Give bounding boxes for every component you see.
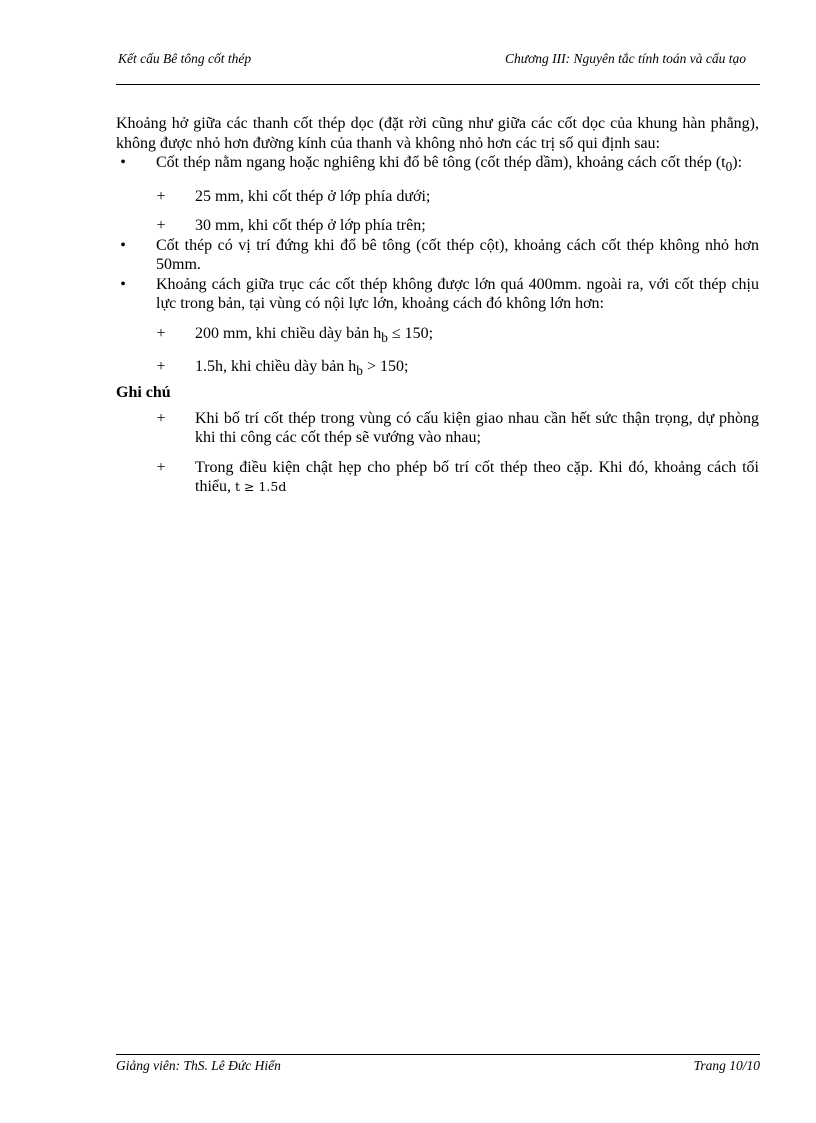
page-header	[116, 51, 760, 71]
sub-item-text: 1.5h, khi chiều dày bản h	[195, 358, 357, 376]
footer-page-number: Trang 10/10	[693, 1058, 760, 1073]
plus-icon: +	[156, 458, 166, 476]
bullet-vertical-rebar	[116, 236, 759, 275]
note-item-text: Trong điều kiện chật hẹp cho phép bố trí cốt thép theo cặp. Khi đó, khoảng cách tối thiểu,	[195, 458, 759, 496]
page-footer	[116, 1058, 760, 1078]
plus-icon: +	[156, 324, 166, 342]
subscript: 0	[725, 159, 733, 175]
sub-item-text: 200 mm, khi chiều dày bản h	[195, 324, 382, 342]
spacing-formula: t ≥ 1.5d	[235, 479, 287, 495]
sub-item-bottom-layer	[116, 187, 759, 207]
note-item-text: Khi bố trí cốt thép trong vùng có cấu kiện giao nhau cần hết sức thận trọng, dự phòng khi thi công các cốt thép sẽ vướng vào nhau;	[195, 409, 759, 447]
plus-icon: +	[156, 217, 166, 235]
plus-icon: +	[156, 187, 166, 205]
sub-item-text-end: > 150;	[362, 358, 409, 376]
page-content	[116, 114, 759, 497]
subscript: b	[356, 363, 363, 379]
plus-icon: +	[156, 409, 166, 427]
sub-item-text-end: ≤ 150;	[387, 324, 434, 342]
subscript: b	[381, 329, 388, 345]
bullet-axis-spacing	[116, 275, 759, 314]
bullet-icon: •	[120, 236, 126, 254]
header-divider	[116, 84, 760, 85]
intro-paragraph: Khoảng hở giữa các thanh cốt thép dọc (đặt rời cũng như giữa các cốt dọc của khung hàn phẳng), không được nhỏ hơn đường kính của thanh và không nhỏ hơn các trị số qui định sau:	[116, 115, 759, 152]
note-heading: Ghi chú	[116, 384, 171, 402]
header-chapter-title: Chương III: Nguyên tắc tính toán và cấu tạo	[504, 51, 746, 66]
sub-item-thick-slab	[116, 357, 759, 381]
bullet-text-end: ):	[732, 154, 743, 171]
footer-lecturer: Giảng viên: ThS. Lê Đức Hiển	[116, 1058, 281, 1073]
bullet-icon: •	[120, 275, 126, 293]
bullet-horizontal-rebar	[116, 153, 759, 177]
note-item-pairs	[116, 458, 759, 497]
sub-item-text: 25 mm, khi cốt thép ở lớp phía dưới;	[195, 187, 431, 205]
header-book-title: Kết cấu Bê tông cốt thép	[118, 51, 252, 66]
bullet-text: Cốt thép nằm ngang hoặc nghiêng khi đổ bê tông (cốt thép dầm), khoảng cách cốt thép (t	[156, 154, 726, 171]
sub-item-text: 30 mm, khi cốt thép ở lớp phía trên;	[195, 217, 426, 235]
sub-item-thin-slab	[116, 324, 759, 348]
bullet-text: Khoảng cách giữa trục các cốt thép không được lớn quá 400mm. ngoài ra, với cốt thép chịu lực trong bản, tại vùng có nội lực lớn, khoảng cách đó không lớn hơn:	[156, 275, 759, 313]
plus-icon: +	[156, 358, 166, 376]
sub-item-top-layer	[116, 216, 759, 236]
bullet-text: Cốt thép có vị trí đứng khi đổ bê tông (cốt thép cột), khoảng cách cốt thép không nhỏ hơn 50mm.	[156, 236, 759, 274]
note-item-intersections	[116, 409, 759, 448]
bullet-icon: •	[120, 154, 126, 171]
footer-divider	[116, 1054, 760, 1055]
